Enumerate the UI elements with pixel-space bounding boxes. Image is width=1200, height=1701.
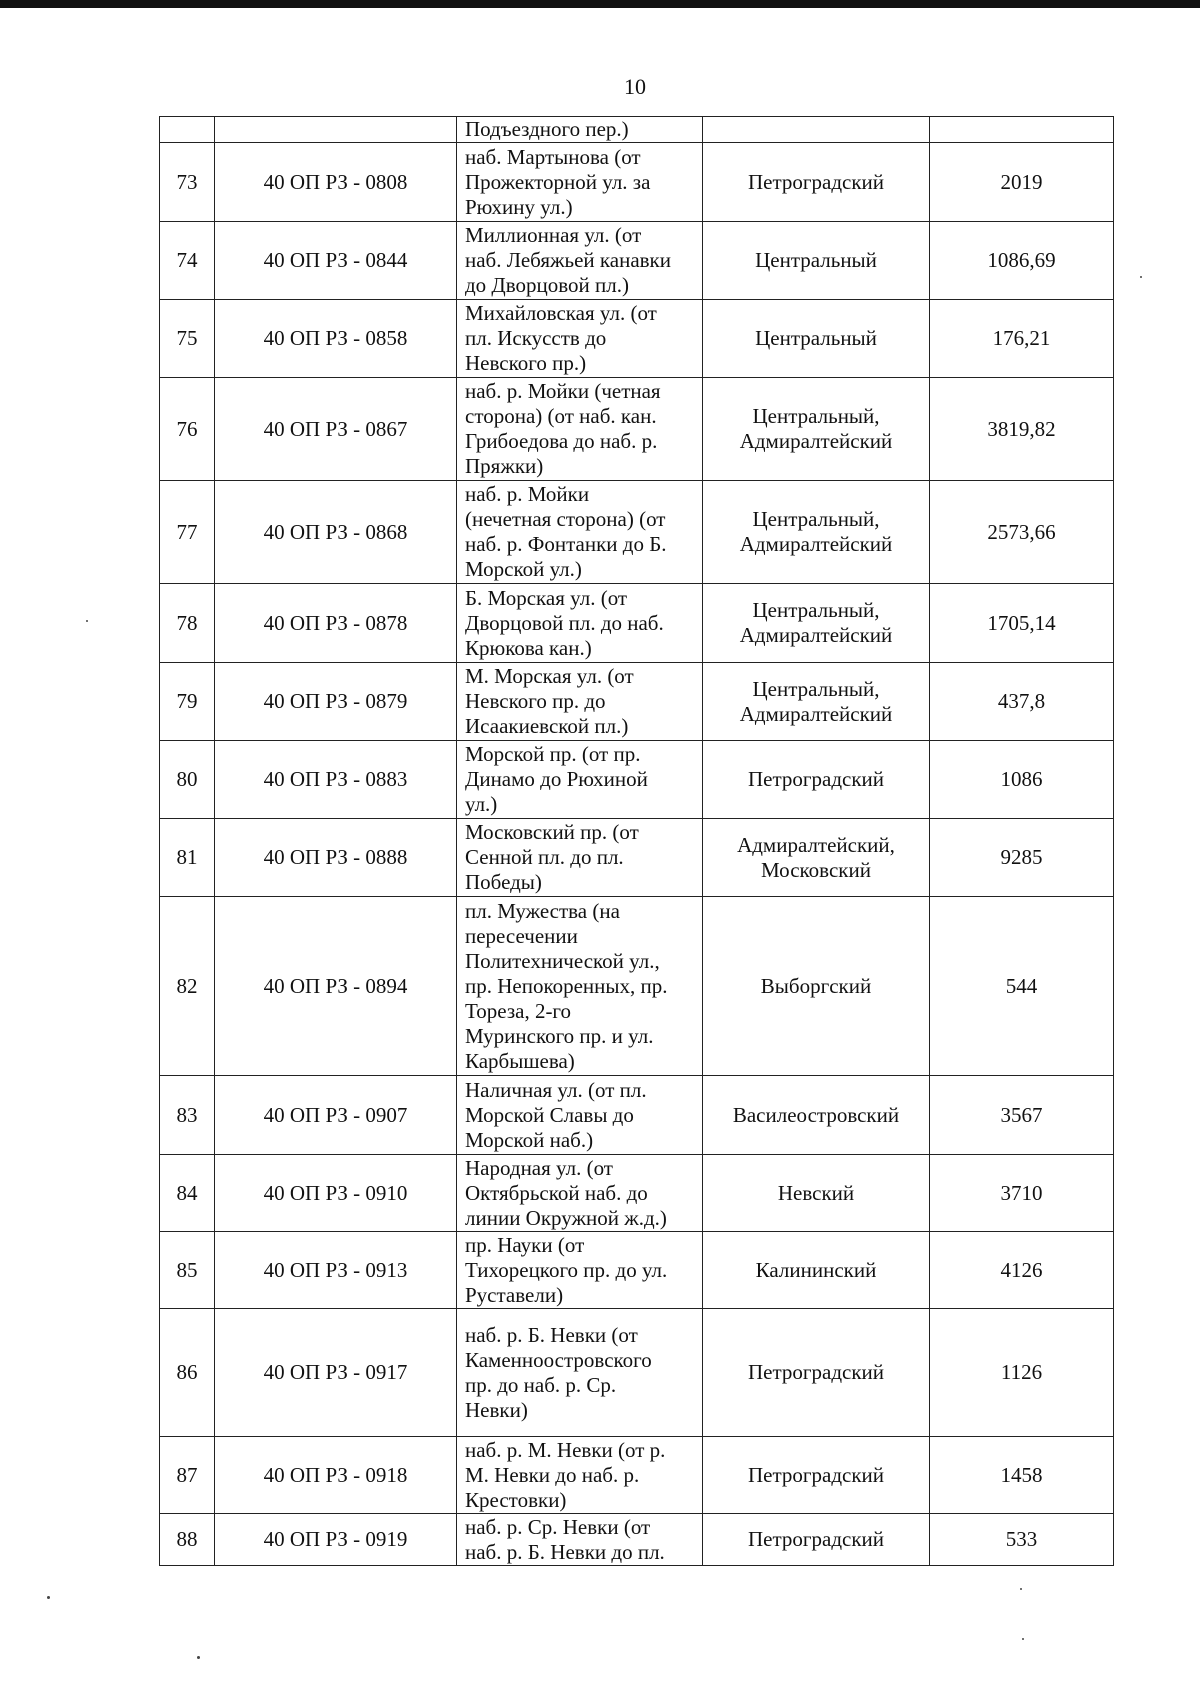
- road-name-line: наб. р. Б. Невки (от: [465, 1322, 638, 1347]
- district-cell: [703, 1437, 930, 1514]
- road-name-line: наб. Мартынова (от: [465, 144, 641, 169]
- row-number-cell: 73: [160, 143, 215, 222]
- table-row: [160, 1155, 1114, 1232]
- road-id-cell: 40 ОП РЗ - 0888: [215, 819, 457, 897]
- registry-table-body: [160, 117, 1114, 1566]
- district-line: Петроградский: [747, 169, 885, 194]
- road-name-line: Дворцовой пл. до наб.: [465, 610, 664, 635]
- district-cell: [703, 1155, 930, 1232]
- road-name-line: пр. Науки (от: [465, 1232, 585, 1257]
- road-name-cell: [457, 481, 703, 584]
- road-name-line: Прожекторной ул. за: [465, 169, 651, 194]
- roads-registry-table: [159, 116, 1114, 1566]
- table-row: [160, 1514, 1114, 1566]
- road-id-cell: 40 ОП РЗ - 0883: [215, 741, 457, 819]
- road-name-cell: [457, 143, 703, 222]
- road-name-line: Невского пр.): [465, 351, 587, 375]
- road-id-cell: 40 ОП РЗ - 0910: [215, 1155, 457, 1232]
- road-name-cell: [457, 1437, 703, 1514]
- table-row: [160, 143, 1114, 222]
- row-number-cell: 82: [160, 897, 215, 1076]
- road-name-line: пересечении: [465, 923, 578, 948]
- district-line: Выборгский: [760, 973, 872, 998]
- scan-speck: [1020, 1588, 1022, 1590]
- road-name-cell: [457, 1309, 703, 1437]
- table-row: [160, 117, 1114, 143]
- scan-speck: [1140, 276, 1142, 278]
- district-line: Калининский: [755, 1257, 877, 1282]
- table-row: [160, 897, 1114, 1076]
- road-name-line: Б. Морская ул. (от: [465, 585, 628, 610]
- scan-speck: [86, 620, 88, 622]
- row-number-cell: 80: [160, 741, 215, 819]
- road-name-line: наб. р. Фонтанки до Б.: [465, 532, 667, 556]
- road-name-line: линии Окружной ж.д.): [465, 1205, 667, 1230]
- row-number-cell: 87: [160, 1437, 215, 1514]
- road-name-line: Крюкова кан.): [465, 635, 592, 660]
- length-cell: 1086: [930, 741, 1114, 819]
- road-name-line: Невского пр. до: [465, 689, 606, 713]
- district-cell: [703, 1514, 930, 1566]
- road-name-line: пр. до наб. р. Ср.: [465, 1372, 617, 1397]
- road-name-line: наб. р. Ср. Невки (от: [465, 1514, 651, 1539]
- road-id-cell: 40 ОП РЗ - 0868: [215, 481, 457, 584]
- road-name-cell: [457, 819, 703, 897]
- row-number-cell: 74: [160, 222, 215, 300]
- road-name-cell: [457, 741, 703, 819]
- road-name-line: М. Невки до наб. р.: [465, 1462, 640, 1487]
- row-number-cell: 83: [160, 1076, 215, 1155]
- table-row: [160, 378, 1114, 481]
- table-row: [160, 663, 1114, 741]
- road-name-cell: [457, 897, 703, 1076]
- length-cell: 2573,66: [930, 481, 1114, 584]
- road-id-cell: 40 ОП РЗ - 0867: [215, 378, 457, 481]
- length-cell: 3710: [930, 1155, 1114, 1232]
- road-name-cell: [457, 222, 703, 300]
- district-line: Адмиралтейский: [739, 532, 893, 556]
- district-cell: [703, 1076, 930, 1155]
- road-id-cell: 40 ОП РЗ - 0919: [215, 1514, 457, 1566]
- road-name-line: Октябрьской наб. до: [465, 1180, 648, 1205]
- district-cell: [703, 117, 930, 143]
- district-line: Василеостровский: [732, 1102, 900, 1127]
- road-name-line: Миллионная ул. (от: [465, 223, 642, 247]
- road-name-line: наб. р. Б. Невки до пл.: [465, 1539, 665, 1564]
- district-cell: [703, 1309, 930, 1437]
- scan-speck: [197, 1656, 200, 1659]
- road-name-line: Пряжки): [465, 454, 544, 478]
- road-name-line: Динамо до Рюхиной: [465, 767, 648, 791]
- road-name-line: пл. Искусств до: [465, 326, 607, 350]
- district-line: Центральный,: [752, 507, 880, 531]
- road-name-line: Крестовки): [465, 1487, 567, 1512]
- scan-top-edge: [0, 0, 1200, 8]
- road-name-cell: [457, 1232, 703, 1309]
- table-row: [160, 1232, 1114, 1309]
- scan-speck: [1022, 1638, 1024, 1640]
- road-name-line: Морской наб.): [465, 1127, 594, 1152]
- district-cell: [703, 481, 930, 584]
- road-id-cell: 40 ОП РЗ - 0878: [215, 584, 457, 663]
- district-line: Центральный,: [752, 404, 880, 428]
- table-row: [160, 300, 1114, 378]
- row-number-cell: 86: [160, 1309, 215, 1437]
- road-name-line: Морской Славы до: [465, 1102, 634, 1127]
- district-line: Петроградский: [747, 1527, 885, 1551]
- length-cell: 544: [930, 897, 1114, 1076]
- row-number-cell: 85: [160, 1232, 215, 1309]
- road-name-cell: [457, 584, 703, 663]
- row-number-cell: 77: [160, 481, 215, 584]
- road-name-line: М. Морская ул. (от: [465, 664, 634, 688]
- district-cell: [703, 663, 930, 741]
- road-name-line: до Дворцовой пл.): [465, 273, 629, 297]
- road-name-cell: [457, 300, 703, 378]
- district-line: Центральный,: [752, 676, 880, 701]
- district-line: Московский: [761, 857, 871, 882]
- road-id-cell: 40 ОП РЗ - 0894: [215, 897, 457, 1076]
- length-cell: 1126: [930, 1309, 1114, 1437]
- length-cell: 9285: [930, 819, 1114, 897]
- row-number-cell: 79: [160, 663, 215, 741]
- road-id-cell: 40 ОП РЗ - 0907: [215, 1076, 457, 1155]
- road-name-line: ул.): [465, 792, 498, 816]
- length-cell: 1705,14: [930, 584, 1114, 663]
- table-row: [160, 1437, 1114, 1514]
- row-number-cell: 81: [160, 819, 215, 897]
- road-name-line: Победы): [465, 870, 542, 894]
- district-line: Петроградский: [747, 767, 885, 791]
- table-row: [160, 819, 1114, 897]
- length-cell: 3819,82: [930, 378, 1114, 481]
- road-name-line: Московский пр. (от: [465, 820, 639, 844]
- road-name-line: Народная ул. (от: [465, 1155, 613, 1180]
- road-id-cell: 40 ОП РЗ - 0808: [215, 143, 457, 222]
- road-name-line: Морской ул.): [465, 557, 582, 581]
- scan-speck: [47, 1596, 50, 1599]
- road-id-cell: 40 ОП РЗ - 0844: [215, 222, 457, 300]
- road-name-cell: [457, 663, 703, 741]
- district-cell: [703, 378, 930, 481]
- district-line: Адмиралтейский: [739, 623, 893, 647]
- road-name-line: Наличная ул. (от пл.: [465, 1077, 647, 1102]
- road-id-cell: 40 ОП РЗ - 0913: [215, 1232, 457, 1309]
- row-number-cell: 84: [160, 1155, 215, 1232]
- road-name-line: Тихорецкого пр. до ул.: [465, 1257, 668, 1282]
- road-name-line: сторона) (от наб. кан.: [465, 404, 657, 428]
- table-row: [160, 481, 1114, 584]
- road-name-line: (нечетная сторона) (от: [465, 507, 666, 531]
- district-line: Центральный,: [752, 598, 880, 622]
- district-line: Петроградский: [747, 1462, 885, 1487]
- road-id-cell: [215, 117, 457, 143]
- road-id-cell: 40 ОП РЗ - 0858: [215, 300, 457, 378]
- district-cell: [703, 143, 930, 222]
- road-name-line: наб. р. Мойки: [465, 482, 590, 506]
- table-row: [160, 741, 1114, 819]
- district-line: Невский: [777, 1180, 855, 1205]
- district-cell: [703, 897, 930, 1076]
- district-line: Адмиралтейский: [739, 429, 893, 453]
- road-name-line: наб. р. Мойки (четная: [465, 379, 661, 403]
- row-number-cell: [160, 117, 215, 143]
- road-name-line: Муринского пр. и ул.: [465, 1023, 654, 1048]
- road-name-cell: [457, 378, 703, 481]
- road-name-line: Подъездного пер.): [465, 117, 629, 141]
- district-cell: [703, 819, 930, 897]
- length-cell: 1458: [930, 1437, 1114, 1514]
- road-name-line: Руставели): [465, 1282, 564, 1307]
- road-name-line: наб. р. М. Невки (от р.: [465, 1437, 666, 1462]
- length-cell: 176,21: [930, 300, 1114, 378]
- district-cell: [703, 300, 930, 378]
- district-cell: [703, 222, 930, 300]
- page-number: 10: [624, 74, 646, 99]
- district-line: Адмиралтейский,: [737, 832, 895, 857]
- road-name-cell: [457, 1514, 703, 1566]
- road-name-line: Невки): [465, 1397, 528, 1422]
- road-id-cell: 40 ОП РЗ - 0879: [215, 663, 457, 741]
- row-number-cell: 75: [160, 300, 215, 378]
- road-name-line: Тореза, 2-го: [465, 998, 572, 1023]
- table-row: [160, 1076, 1114, 1155]
- district-cell: [703, 584, 930, 663]
- road-name-line: Каменноостровского: [465, 1347, 652, 1372]
- table-row: [160, 1309, 1114, 1437]
- road-name-line: пр. Непокоренных, пр.: [465, 973, 668, 998]
- road-name-line: Сенной пл. до пл.: [465, 845, 624, 869]
- length-cell: 437,8: [930, 663, 1114, 741]
- road-id-cell: 40 ОП РЗ - 0917: [215, 1309, 457, 1437]
- road-name-line: Исаакиевской пл.): [465, 714, 629, 738]
- district-line: Петроградский: [747, 1360, 885, 1384]
- road-name-line: Грибоедова до наб. р.: [465, 429, 658, 453]
- length-cell: [930, 117, 1114, 143]
- district-line: Центральный: [755, 326, 877, 350]
- road-id-cell: 40 ОП РЗ - 0918: [215, 1437, 457, 1514]
- length-cell: 533: [930, 1514, 1114, 1566]
- table-row: [160, 222, 1114, 300]
- road-name-line: пл. Мужества (на: [465, 898, 620, 923]
- district-cell: [703, 1232, 930, 1309]
- road-name-line: Рюхину ул.): [465, 194, 573, 219]
- road-name-line: Михайловская ул. (от: [465, 301, 657, 325]
- length-cell: 2019: [930, 143, 1114, 222]
- row-number-cell: 78: [160, 584, 215, 663]
- table-row: [160, 584, 1114, 663]
- road-name-cell: [457, 1076, 703, 1155]
- road-name-line: Морской пр. (от пр.: [465, 742, 641, 766]
- road-name-cell: [457, 117, 703, 143]
- road-name-line: Карбышева): [465, 1048, 575, 1073]
- district-line: Адмиралтейский: [739, 701, 893, 726]
- road-name-line: Политехнической ул.,: [465, 948, 660, 973]
- row-number-cell: 76: [160, 378, 215, 481]
- length-cell: 4126: [930, 1232, 1114, 1309]
- road-name-cell: [457, 1155, 703, 1232]
- length-cell: 3567: [930, 1076, 1114, 1155]
- district-line: Центральный: [755, 248, 877, 272]
- road-name-line: наб. Лебяжьей канавки: [465, 248, 672, 272]
- row-number-cell: 88: [160, 1514, 215, 1566]
- district-cell: [703, 741, 930, 819]
- length-cell: 1086,69: [930, 222, 1114, 300]
